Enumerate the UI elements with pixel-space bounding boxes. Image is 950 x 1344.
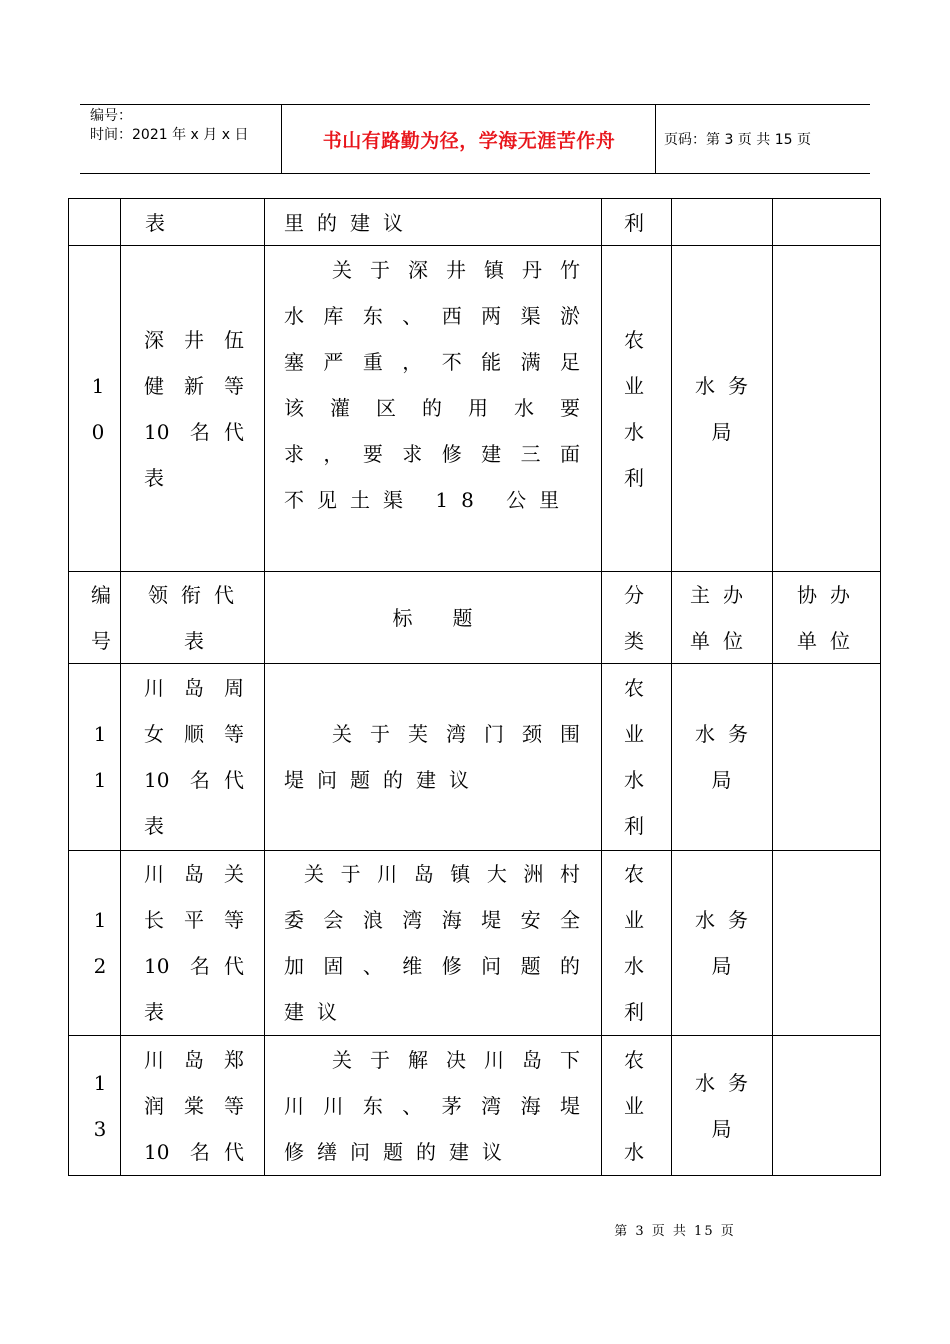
table-rule [68, 198, 881, 199]
header-time: 时间：2021 年 x 月 x 日 [90, 127, 249, 143]
cell-rep: 川岛郑 润棠等 10 名代 [144, 1048, 244, 1164]
cell-host: 水务 局 [695, 1071, 761, 1141]
table-rule [772, 198, 773, 1176]
cell-title: 关于川岛镇大洲村 委会浪湾海堤安全 加固、维修问题的 建议 [284, 862, 580, 1024]
cell-rep: 川岛周 女顺等 10 名代 表 [144, 676, 244, 838]
table-rule [264, 198, 265, 1176]
cell-title: 关于芙湾门颈围 堤问题的建议 [284, 722, 580, 792]
table-rule [68, 198, 69, 1176]
cell-title: 里的建议 [284, 211, 416, 235]
cell-category: 农 业 水 利 [624, 328, 644, 490]
cell-no: 1 0 [91, 374, 105, 444]
header-meta [90, 107, 248, 145]
header-motto: 书山有路勤为径，学海无涯苦作舟 [322, 129, 616, 152]
header-category: 分 类 [624, 583, 644, 653]
cell-host: 水务 局 [695, 722, 761, 792]
cell-no: 1 1 [93, 722, 107, 792]
cell-no: 1 3 [93, 1071, 107, 1141]
cell-category: 利 [624, 211, 644, 235]
cell-rep: 表 [145, 211, 165, 235]
header-code: 编号： [90, 108, 132, 124]
proposal-table [68, 198, 881, 1176]
header-host: 主办 单位 [690, 583, 756, 653]
header-assist: 协办 单位 [797, 583, 863, 653]
cell-category: 农 业 水 [624, 1048, 644, 1164]
table-rule [120, 198, 121, 1176]
table-rule [68, 1175, 881, 1176]
cell-rep: 深井伍 健新等 10 名代 表 [144, 328, 244, 490]
table-rule [671, 198, 672, 1176]
page-header [80, 104, 870, 174]
header-page-info: 页码：第 3 页 共 15 页 [664, 132, 811, 148]
header-rep: 领衔代 表 [148, 583, 247, 653]
cell-category: 农 业 水 利 [624, 862, 644, 1024]
header-divider [655, 105, 656, 173]
cell-no: 1 2 [93, 908, 107, 978]
cell-host: 水务 局 [695, 908, 761, 978]
table-rule [68, 245, 881, 246]
page-footer: 第 3 页 共 15 页 [614, 1224, 736, 1239]
table-rule [880, 198, 881, 1176]
cell-title: 关于深井镇丹竹 水库东、西两渠淤 塞严重，不能满足 该灌区的用水要 求，要求修建三面 不见土渠 18 公里 [284, 258, 580, 512]
header-title: 标 题 [392, 606, 473, 630]
table-rule [68, 1035, 881, 1036]
cell-host: 水务 局 [695, 374, 761, 444]
table-rule [601, 198, 602, 1176]
cell-rep: 川岛关 长平等 10 名代 表 [144, 862, 244, 1024]
cell-title: 关于解决川岛下 川川东、茅湾海堤 修缮问题的建议 [284, 1048, 580, 1164]
cell-category: 农 业 水 利 [624, 676, 644, 838]
header-no: 编 号 [91, 583, 111, 653]
